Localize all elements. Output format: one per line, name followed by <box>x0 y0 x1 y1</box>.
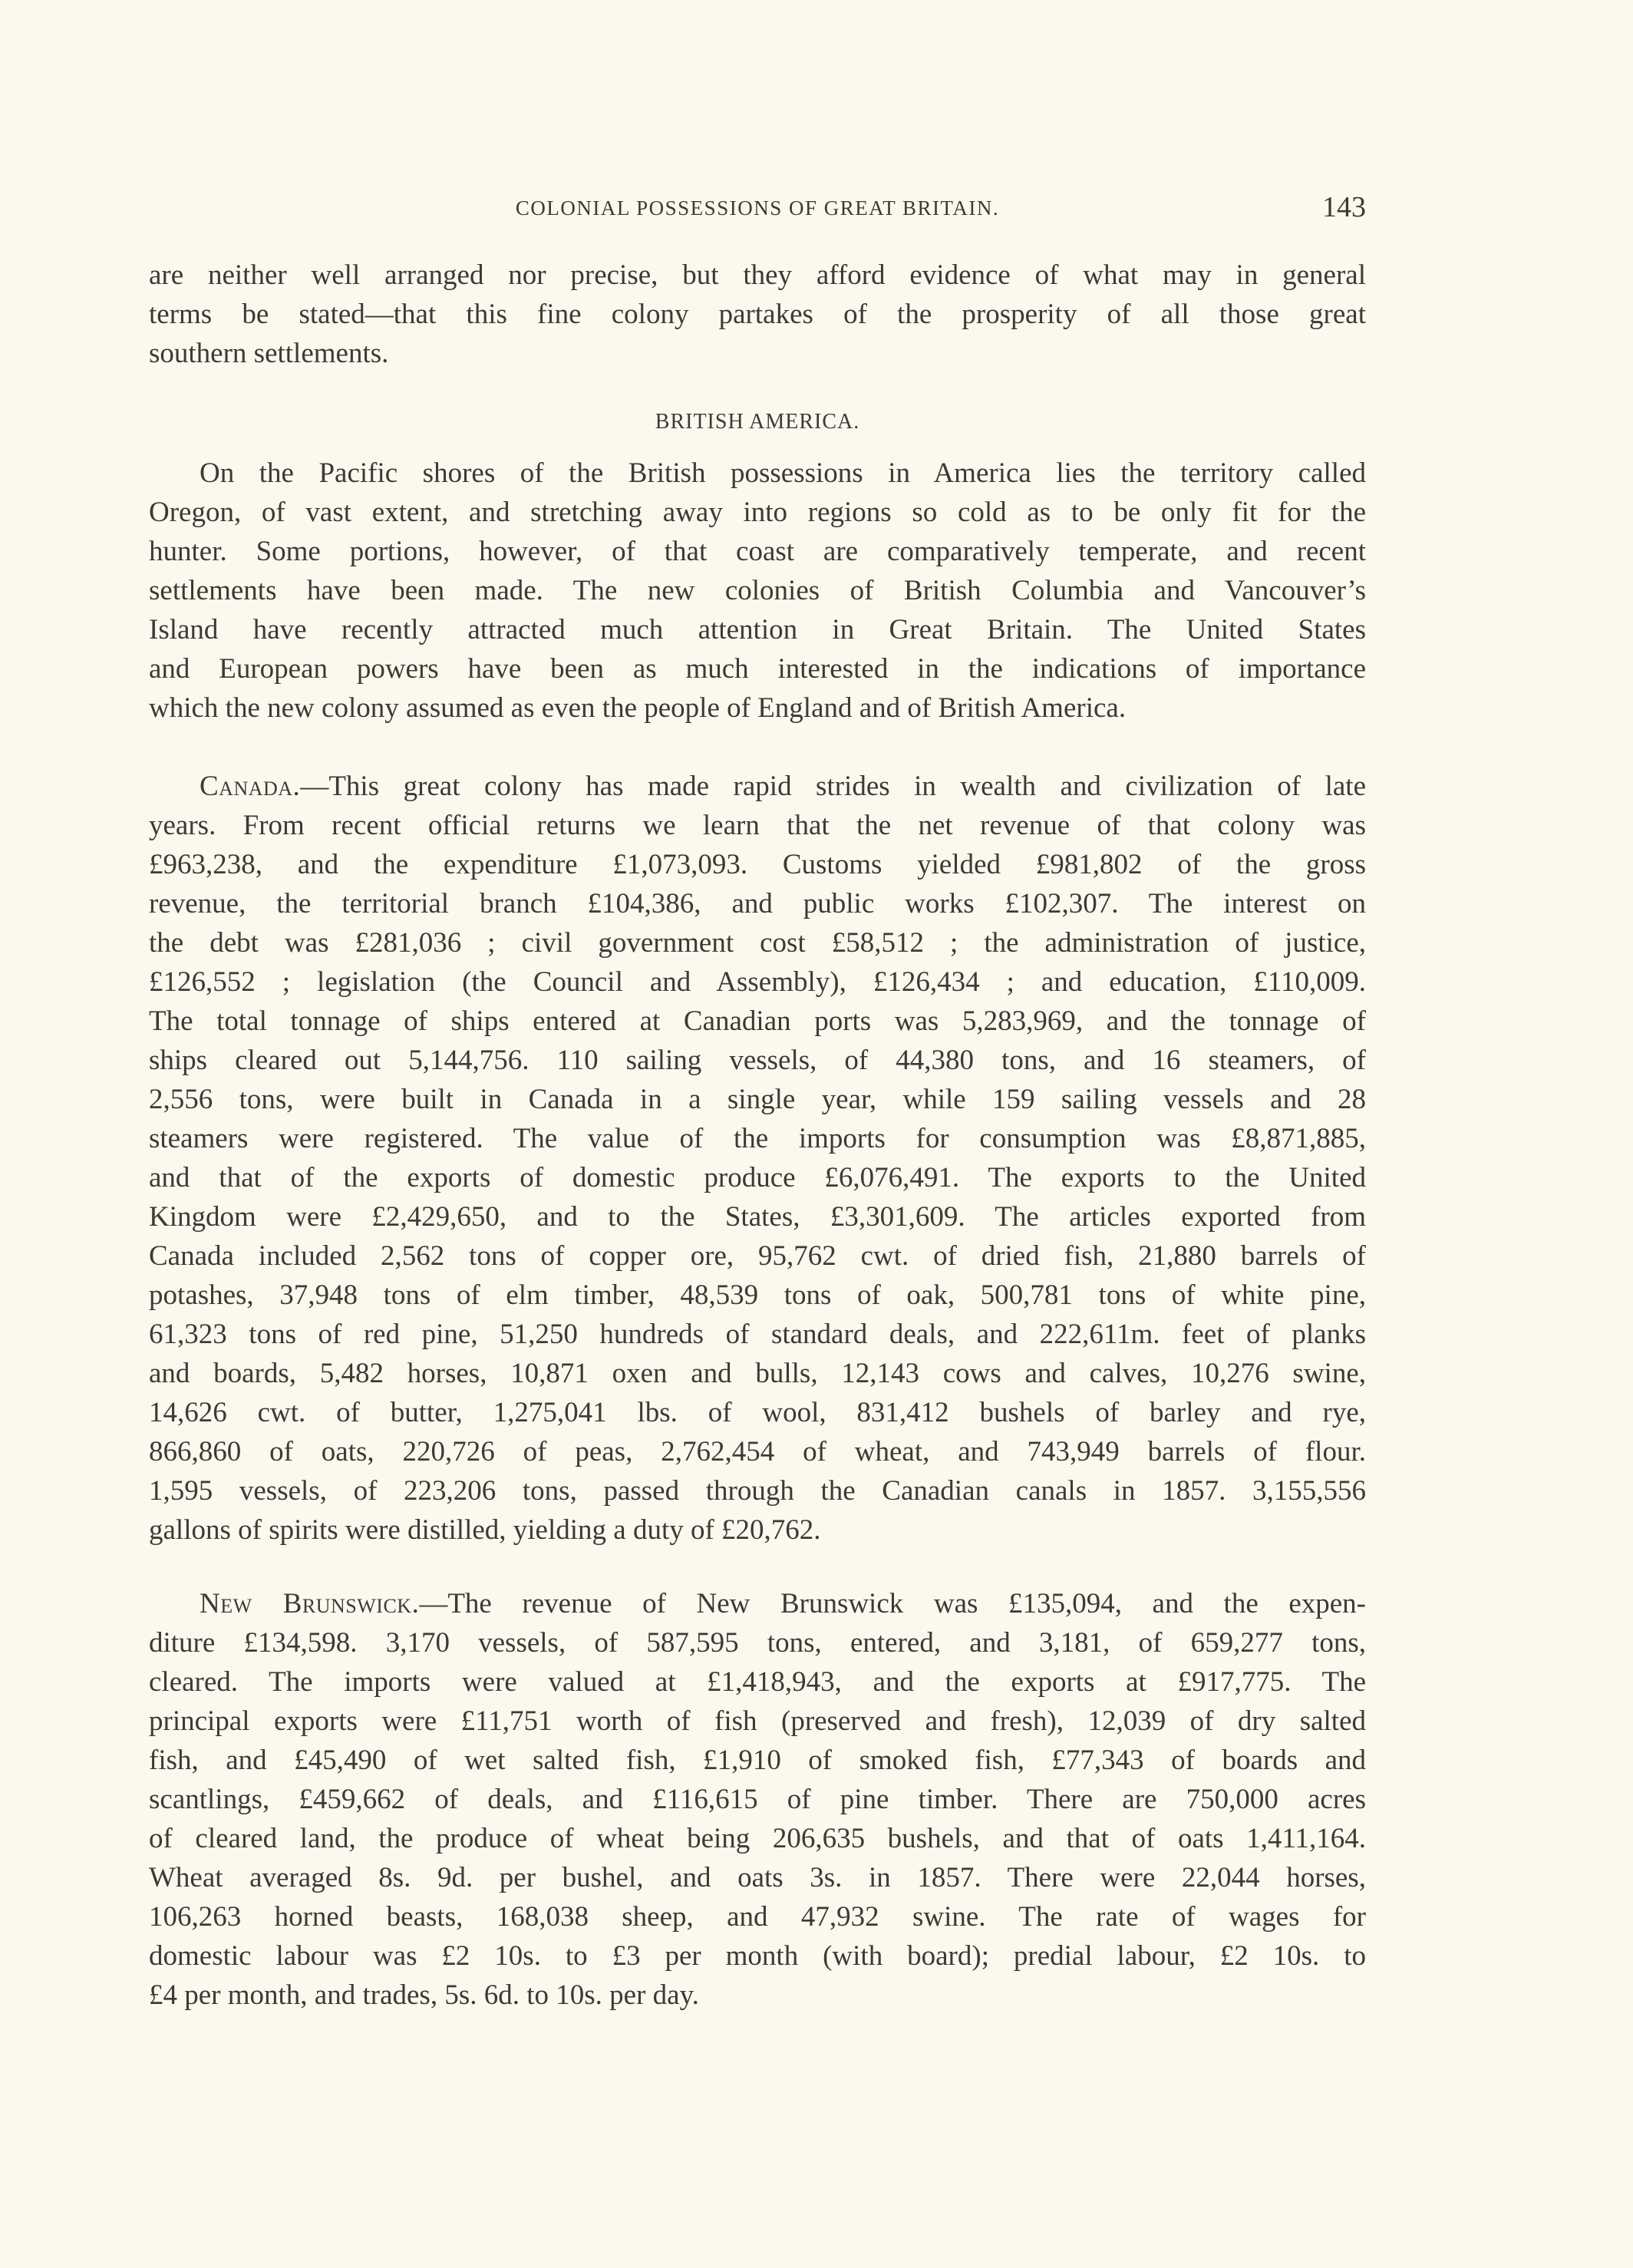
line-text: Canada included 2,562 tons of copper ore, 95,762 cwt. of dried fish, 21,880 barrels of <box>149 1240 1366 1272</box>
text-line <box>149 1276 1366 1315</box>
text-line <box>149 962 1366 1002</box>
text-line <box>149 493 1366 532</box>
line-text: and boards, 5,482 horses, 10,871 oxen and bulls, 12,143 cows and calves, 10,276 swine, <box>149 1358 1366 1389</box>
line-text: which the new colony assumed as even the people of England and of British America. <box>149 692 1127 724</box>
text-line <box>149 1080 1366 1119</box>
line-text: and European powers have been as much interested in the indications of importance <box>149 653 1366 685</box>
line-text: terms be stated—that this fine colony partakes of the prosperity of all those great <box>149 299 1366 330</box>
line-text: steamers were registered. The value of the imports for consumption was £8,871,885, <box>149 1123 1366 1154</box>
text-line <box>149 649 1366 688</box>
text-line <box>149 1584 1366 1623</box>
text-line <box>149 256 1366 295</box>
text-line <box>149 1236 1366 1276</box>
text-line <box>149 334 1366 373</box>
line-text: potashes, 37,948 tons of elm timber, 48,539 tons of oak, 500,781 tons of white pine, <box>149 1279 1366 1311</box>
running-head <box>149 190 1366 224</box>
line-text: —The revenue of New Brunswick was £135,094, and the expen- <box>419 1588 1366 1619</box>
paragraph-lead: New Brunswick. <box>200 1588 420 1619</box>
line-text: are neither well arranged nor precise, but they afford evidence of what may in general <box>149 259 1366 291</box>
text-line <box>149 767 1366 806</box>
line-text: settlements have been made. The new colonies of British Columbia and Vancouver’s <box>149 575 1366 606</box>
text-line <box>149 845 1366 884</box>
text-line <box>149 1741 1366 1780</box>
line-text: of cleared land, the produce of wheat being 206,635 bushels, and that of oats 1,411,164. <box>149 1823 1366 1854</box>
text-line <box>149 571 1366 610</box>
text-line <box>149 884 1366 923</box>
text-line <box>149 1315 1366 1354</box>
text-line <box>149 1702 1366 1741</box>
paragraph-continuation <box>149 256 1366 373</box>
text-line <box>149 1354 1366 1393</box>
text-line <box>149 1002 1366 1041</box>
line-text: hunter. Some portions, however, of that coast are comparatively temperate, and recent <box>149 536 1366 567</box>
line-text: 866,860 of oats, 220,726 of peas, 2,762,454 of wheat, and 743,949 barrels of flour. <box>149 1436 1366 1467</box>
line-text: 106,263 horned beasts, 168,038 sheep, and 47,932 swine. The rate of wages for <box>149 1901 1366 1933</box>
text-line <box>149 1158 1366 1197</box>
line-text: £963,238, and the expenditure £1,073,093. Customs yielded £981,802 of the gross <box>149 849 1366 880</box>
text-line <box>149 1471 1366 1510</box>
text-line <box>149 1976 1366 2015</box>
page-number: 143 <box>1322 191 1366 223</box>
line-text: On the Pacific shores of the British possessions in America lies the territory called <box>200 457 1366 489</box>
text-line <box>149 610 1366 649</box>
line-text: diture £134,598. 3,170 vessels, of 587,595 tons, entered, and 3,181, of 659,277 tons, <box>149 1627 1366 1659</box>
text-line <box>149 923 1366 962</box>
paragraph-british-america <box>149 454 1366 728</box>
line-text: cleared. The imports were valued at £1,418,943, and the exports at £917,775. The <box>149 1666 1366 1698</box>
text-line <box>149 1510 1366 1550</box>
line-text: revenue, the territorial branch £104,386, and public works £102,307. The interest on <box>149 888 1366 919</box>
text-line <box>149 1393 1366 1432</box>
line-text: gallons of spirits were distilled, yielding a duty of £20,762. <box>149 1514 821 1546</box>
line-text: 2,556 tons, were built in Canada in a single year, while 159 sailing vessels and 28 <box>149 1084 1366 1115</box>
line-text: southern settlements. <box>149 338 389 369</box>
text-line <box>149 688 1366 728</box>
line-text: 14,626 cwt. of butter, 1,275,041 lbs. of wool, 831,412 bushels of barley and rye, <box>149 1397 1366 1428</box>
text-line <box>149 1119 1366 1158</box>
text-line <box>149 1936 1366 1976</box>
line-text: and that of the exports of domestic produce £6,076,491. The exports to the United <box>149 1162 1366 1193</box>
text-line <box>149 295 1366 334</box>
text-line <box>149 1819 1366 1858</box>
line-text: fish, and £45,490 of wet salted fish, £1,910 of smoked fish, £77,343 of boards and <box>149 1745 1366 1776</box>
line-text: The total tonnage of ships entered at Canadian ports was 5,283,969, and the tonnage of <box>149 1005 1366 1037</box>
paragraph-lead: Canada. <box>200 771 301 802</box>
line-text: 61,323 tons of red pine, 51,250 hundreds of standard deals, and 222,611m. feet of planks <box>149 1319 1366 1350</box>
text-line <box>149 1623 1366 1662</box>
line-text: the debt was £281,036 ; civil government cost £58,512 ; the administration of justice, <box>149 927 1366 959</box>
text-line <box>149 454 1366 493</box>
line-text: 1,595 vessels, of 223,206 tons, passed through the Canadian canals in 1857. 3,155,556 <box>149 1475 1366 1507</box>
text-line <box>149 1432 1366 1471</box>
text-line <box>149 1780 1366 1819</box>
line-text: Wheat averaged 8s. 9d. per bushel, and oats 3s. in 1857. There were 22,044 horses, <box>149 1862 1366 1893</box>
text-line <box>149 532 1366 571</box>
text-line <box>149 1197 1366 1236</box>
line-text: ships cleared out 5,144,756. 110 sailing vessels, of 44,380 tons, and 16 steamers, of <box>149 1045 1366 1076</box>
line-text: £126,552 ; legislation (the Council and Assembly), £126,434 ; and education, £110,009. <box>149 966 1366 998</box>
text-line <box>149 1662 1366 1702</box>
running-title: COLONIAL POSSESSIONS OF GREAT BRITAIN. <box>515 196 1000 220</box>
line-text: Island have recently attracted much attention in Great Britain. The United States <box>149 614 1366 645</box>
line-text: domestic labour was £2 10s. to £3 per month (with board); predial labour, £2 10s. to <box>149 1940 1366 1972</box>
paragraph-canada <box>149 767 1366 1550</box>
paragraph-new-brunswick <box>149 1584 1366 2015</box>
text-line <box>149 1858 1366 1897</box>
line-text: —This great colony has made rapid strides in wealth and civilization of late <box>300 771 1366 802</box>
line-text: £4 per month, and trades, 5s. 6d. to 10s. per day. <box>149 1979 699 2011</box>
line-text: scantlings, £459,662 of deals, and £116,615 of pine timber. There are 750,000 acres <box>149 1784 1366 1815</box>
text-line <box>149 1041 1366 1080</box>
section-heading: BRITISH AMERICA. <box>655 410 860 434</box>
line-text: Oregon, of vast extent, and stretching away into regions so cold as to be only fit for the <box>149 497 1366 528</box>
text-line <box>149 806 1366 845</box>
line-text: Kingdom were £2,429,650, and to the States, £3,301,609. The articles exported from <box>149 1201 1366 1233</box>
line-text: years. From recent official returns we learn that the net revenue of that colony was <box>149 810 1366 841</box>
text-line <box>149 1897 1366 1936</box>
line-text: principal exports were £11,751 worth of fish (preserved and fresh), 12,039 of dry salted <box>149 1705 1366 1737</box>
